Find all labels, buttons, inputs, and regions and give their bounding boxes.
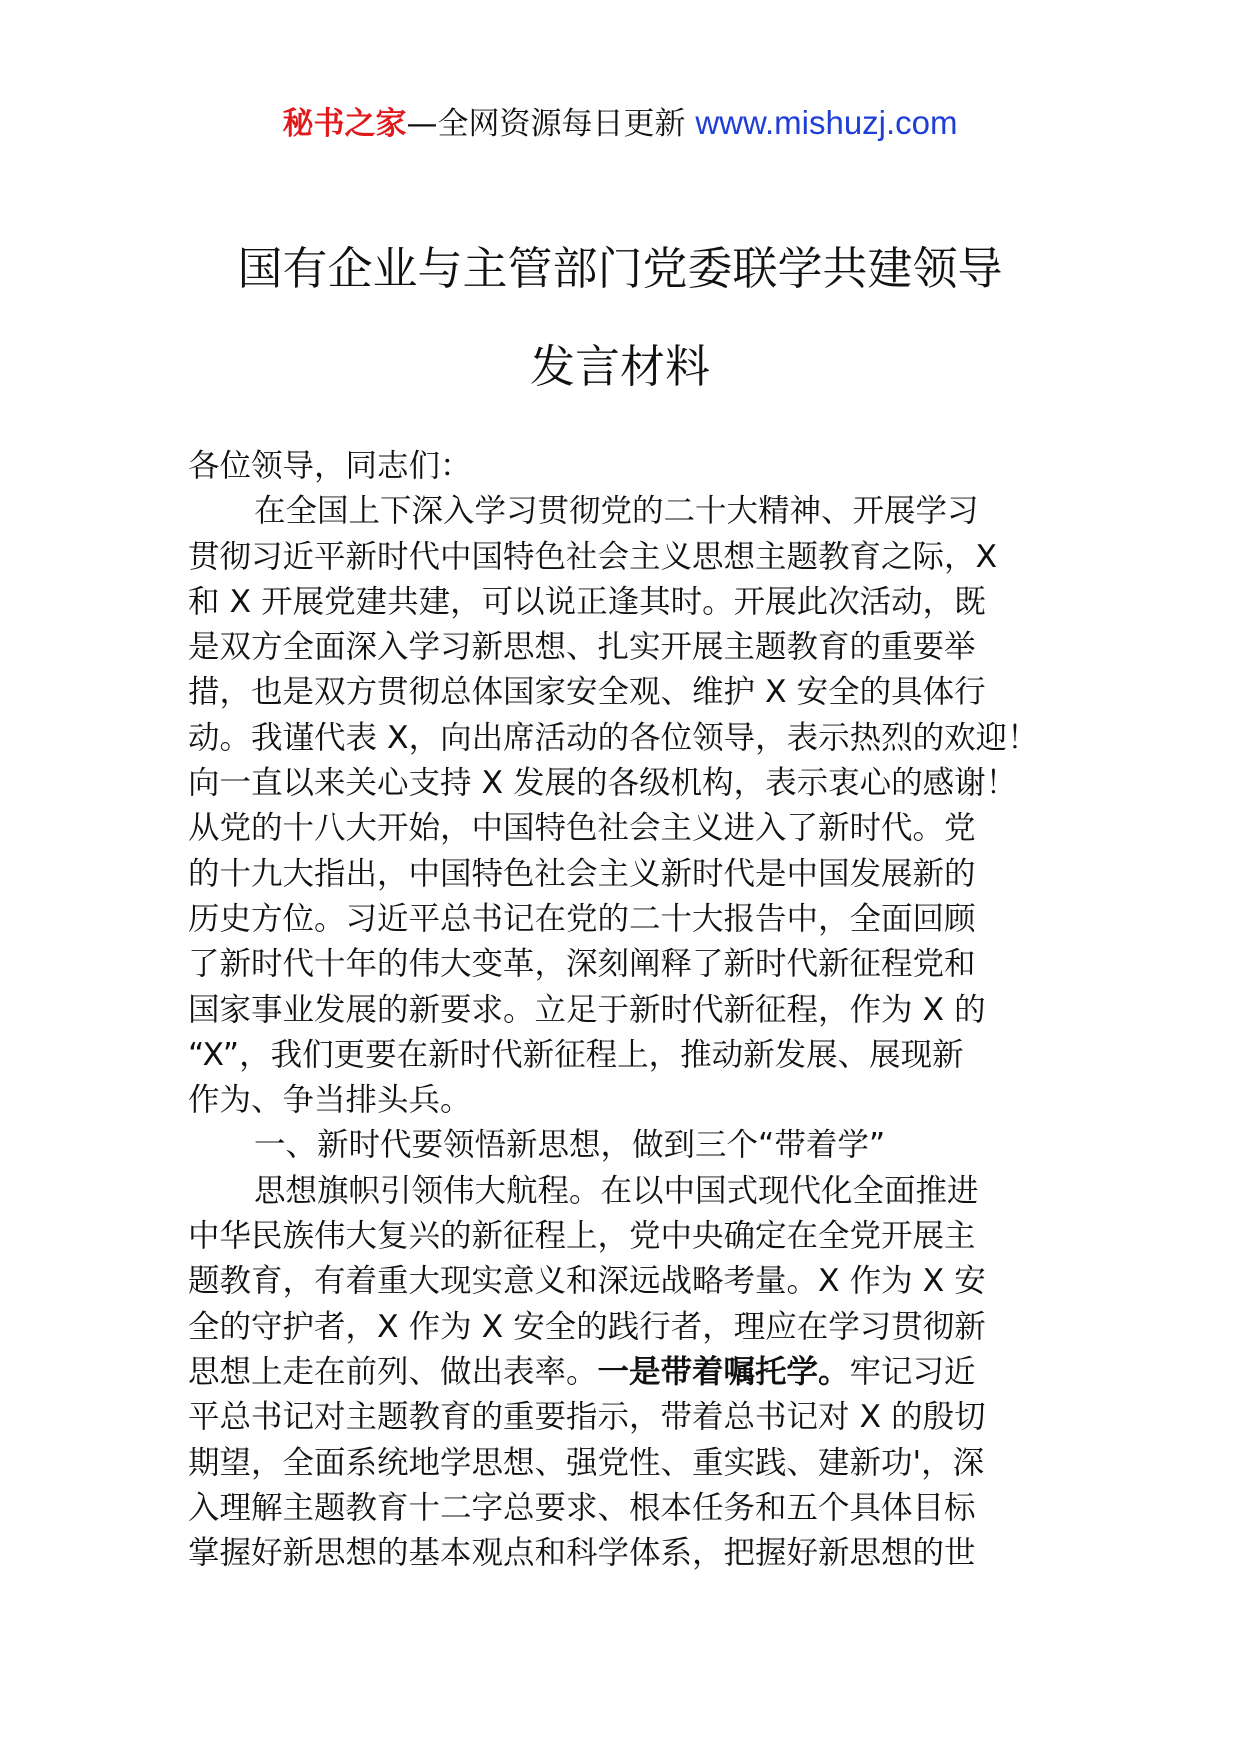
paragraph-line: 历史方位。习近平总书记在党的二十大报告中，全面回顾: [188, 900, 976, 937]
paragraph-line: 向一直以来关心支持 X 发展的各级机构，表示衷心的感谢！: [188, 765, 1018, 802]
paragraph-line: 思想旗帜引领伟大航程。在以中国式现代化全面推进: [254, 1172, 979, 1209]
paragraph-line: 贯彻习近平新时代中国特色社会主义思想主题教育之际，X: [188, 538, 998, 575]
emphasis-text: 一是带着嘱托学。: [597, 1353, 850, 1390]
paragraph-line: “X”，我们更要在新时代新征程上，推动新发展、展现新: [188, 1036, 964, 1073]
text-segment: 思想上走在前列、做出表率。: [188, 1353, 598, 1390]
document-body: [188, 444, 1058, 1576]
text-segment: 牢记习近: [849, 1353, 976, 1390]
paragraph-line-with-emphasis: [188, 1350, 1058, 1395]
paragraph-line: 作为、争当排头兵。: [188, 1082, 472, 1119]
paragraph-line: 全的守护者，X 作为 X 安全的践行者，理应在学习贯彻新: [188, 1308, 986, 1345]
site-url-link[interactable]: www.mishuzj.com: [695, 104, 958, 141]
header-tagline: —全网资源每日更新: [406, 106, 696, 142]
paragraph-line: 中华民族伟大复兴的新征程上，党中央确定在全党开展主: [188, 1218, 976, 1255]
paragraph-line: 国家事业发展的新要求。立足于新时代新征程，作为 X 的: [188, 991, 986, 1028]
document-title-line-1: 国有企业与主管部门党委联学共建领导: [237, 242, 1003, 295]
paragraph-line: 是双方全面深入学习新思想、扎实开展主题教育的重要举: [188, 629, 976, 666]
paragraph-line: 期望，全面系统地学思想、强党性、重实践、建新功'，深: [188, 1444, 985, 1481]
paragraph-line: 在全国上下深入学习贯彻党的二十大精神、开展学习: [254, 493, 979, 530]
brand-name: 秘书之家: [282, 106, 407, 142]
paragraph-line: 和 X 开展党建共建，可以说正逢其时。开展此次活动，既: [188, 583, 986, 620]
paragraph-line: 动。我谨代表 X，向出席活动的各位领导，表示热烈的欢迎！: [188, 719, 1039, 756]
paragraph-line: 的十九大指出，中国特色社会主义新时代是中国发展新的: [188, 855, 976, 892]
section-heading: 一、新时代要领悟新思想，做到三个“带着学”: [254, 1127, 886, 1164]
paragraph-line: 从党的十八大开始，中国特色社会主义进入了新时代。党: [188, 810, 976, 847]
paragraph-line: 入理解主题教育十二字总要求、根本任务和五个具体目标: [188, 1489, 976, 1526]
salutation: 各位领导，同志们：: [188, 448, 472, 484]
paragraph-line: 题教育，有着重大现实意义和深远战略考量。X 作为 X 安: [188, 1263, 986, 1300]
paragraph-line: 措，也是双方贯彻总体国家安全观、维护 X 安全的具体行: [188, 674, 986, 711]
site-header: [0, 98, 1240, 143]
document-title-line-2: 发言材料: [529, 340, 710, 393]
paragraph-line: 了新时代十年的伟大变革，深刻阐释了新时代新征程党和: [188, 946, 976, 983]
paragraph-line: 平总书记对主题教育的重要指示，带着总书记对 X 的殷切: [188, 1399, 986, 1436]
paragraph-line: 掌握好新思想的基本观点和科学体系，把握好新思想的世: [188, 1535, 976, 1572]
